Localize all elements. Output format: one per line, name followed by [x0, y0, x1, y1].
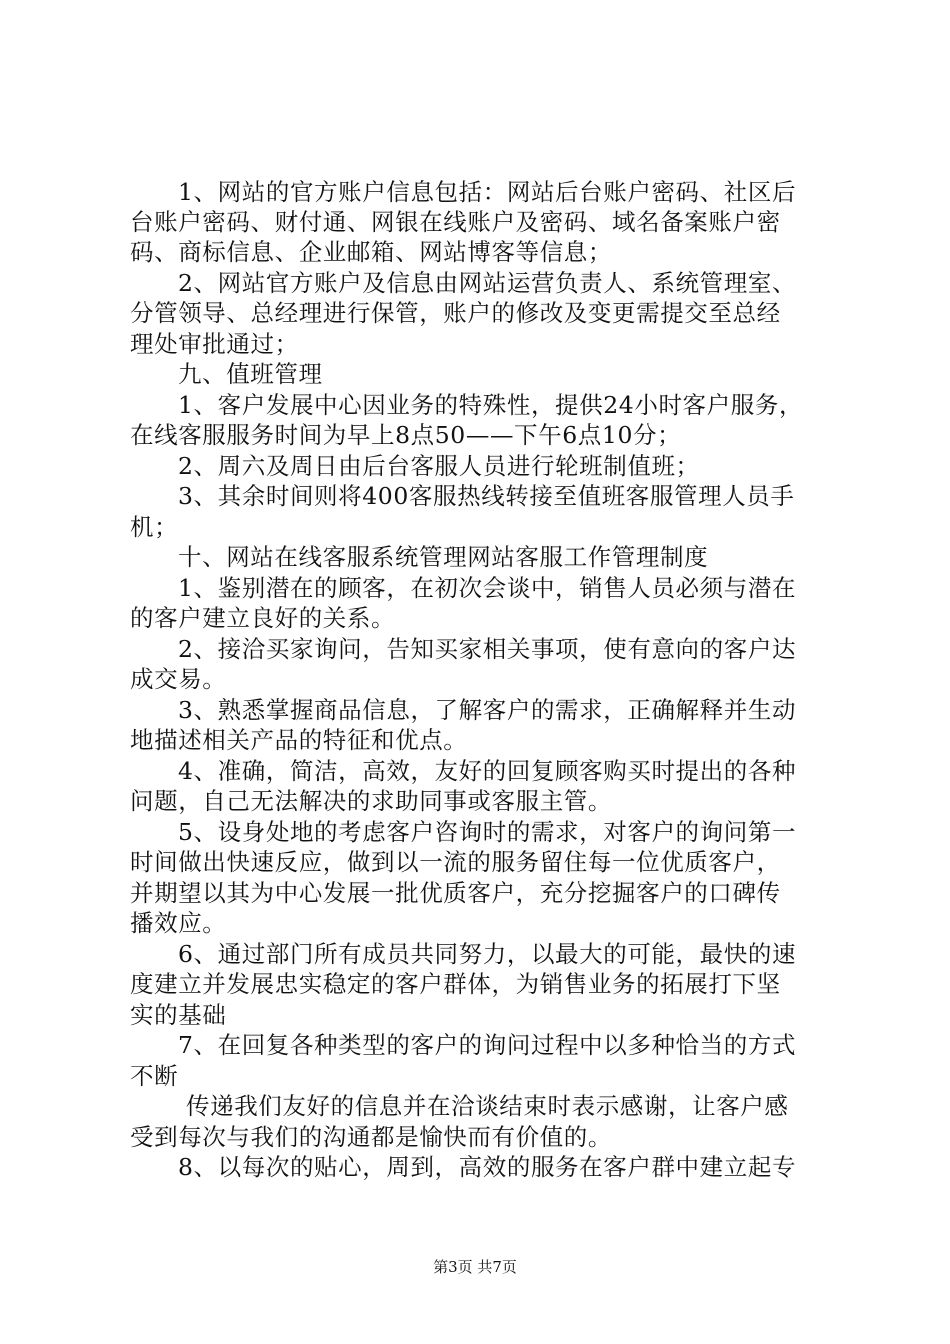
text-line: 问题，自己无法解决的求助同事或客服主管。	[130, 787, 612, 815]
text-line: 度建立并发展忠实稳定的客户群体，为销售业务的拓展打下坚	[130, 970, 781, 998]
text-line: 2、接洽买家询问，告知买家相关事项，使有意向的客户达	[178, 635, 797, 663]
text-line: 传递我们友好的信息并在洽谈结束时表示感谢，让客户感	[186, 1092, 789, 1120]
text-line: 3、其余时间则将400客服热线转接至值班客服管理人员手	[178, 482, 795, 510]
text-line: 机；	[130, 513, 179, 541]
text-line: 1、客户发展中心因业务的特殊性，提供24小时客户服务，	[178, 391, 804, 419]
text-line: 并期望以其为中心发展一批优质客户，充分挖掘客户的口碑传	[130, 879, 781, 907]
text-line: 成交易。	[130, 665, 227, 693]
text-line: 播效应。	[130, 909, 227, 937]
text-line: 1、网站的官方账户信息包括：网站后台账户密码、社区后	[178, 178, 797, 206]
section-heading: 九、值班管理	[178, 360, 323, 388]
text-line: 8、以每次的贴心，周到，高效的服务在客户群中建立起专	[178, 1153, 797, 1181]
text-line: 5、设身处地的考虑客户咨询时的需求，对客户的询问第一	[178, 818, 797, 846]
text-line: 2、网站官方账户及信息由网站运营负责人、系统管理室、	[178, 269, 797, 297]
text-line: 2、周六及周日由后台客服人员进行轮班制值班；	[178, 452, 700, 480]
text-line: 地描述相关产品的特征和优点。	[130, 726, 468, 754]
text-line: 不断	[130, 1062, 179, 1090]
text-line: 分管领导、总经理进行保管，账户的修改及变更需提交至总经	[130, 299, 781, 327]
section-heading: 十、网站在线客服系统管理网站客服工作管理制度	[178, 543, 709, 571]
text-line: 在线客服服务时间为早上8点50——下午6点10分；	[130, 421, 682, 449]
text-line: 受到每次与我们的沟通都是愉快而有价值的。	[130, 1123, 612, 1151]
text-line: 3、熟悉掌握商品信息，了解客户的需求，正确解释并生动	[178, 696, 797, 724]
text-line: 6、通过部门所有成员共同努力，以最大的可能，最快的速	[178, 940, 797, 968]
text-line: 理处审批通过；	[130, 330, 299, 358]
page-number: 第3页 共7页	[433, 1258, 517, 1276]
text-line: 4、准确，简洁，高效，友好的回复顾客购买时提出的各种	[178, 757, 797, 785]
text-line: 码、商标信息、企业邮箱、网站博客等信息；	[130, 238, 612, 266]
text-line: 实的基础	[130, 1001, 227, 1029]
text-line: 台账户密码、财付通、网银在线账户及密码、域名备案账户密	[130, 208, 781, 236]
text-line: 7、在回复各种类型的客户的询问过程中以多种恰当的方式	[178, 1031, 797, 1059]
text-line: 1、鉴别潜在的顾客，在初次会谈中，销售人员必须与潜在	[178, 574, 797, 602]
text-line: 时间做出快速反应，做到以一流的服务留住每一位优质客户，	[130, 848, 781, 876]
text-line: 的客户建立良好的关系。	[130, 604, 396, 632]
